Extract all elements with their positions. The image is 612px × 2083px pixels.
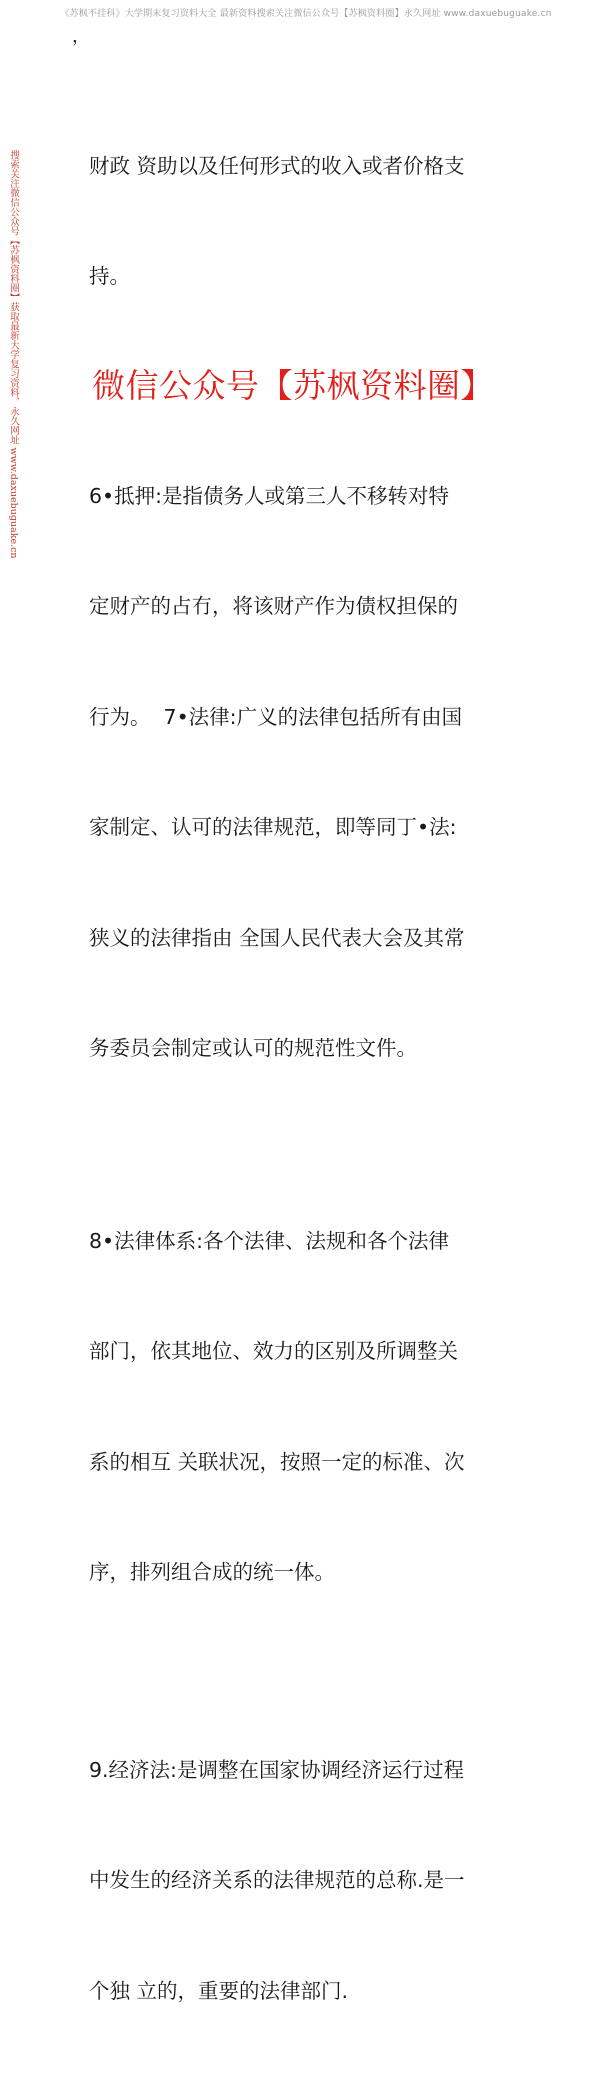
text-line: 8•法律体系:各个法律、法规和各个法律 — [89, 1228, 450, 1253]
overlay-watermark: 微信公众号【苏枫资料圈】 — [92, 366, 494, 405]
paragraph-legal-system — [89, 1149, 539, 1664]
text-line: 持。 — [89, 263, 130, 288]
text-line: 家制定、认可的法律规范，即等同丁•法: — [89, 815, 457, 840]
text-line: 个独 立的，重要的法律部门. — [89, 1978, 349, 2003]
text-line: 序，排列组合成的统一体。 — [89, 1560, 335, 1585]
text-line: 务委员会制定或认可的规范性文件。 — [89, 1035, 417, 1060]
text-line: 财政 资助以及任何形式的收入或者价格支 — [89, 153, 465, 178]
text-line: 定财产的占冇，将该财产作为债权担保的 — [89, 594, 458, 619]
page-header-watermark: 《苏枫不挂科》大学期末复习资料大全 最新资料搜索关注微信公众号【苏枫资料圈】永久网址 www.daxuebuguake.cn — [60, 9, 552, 19]
paragraph-mortgage-law — [89, 404, 539, 1140]
paragraph-subsidy — [89, 74, 539, 368]
paragraph-economic-law — [89, 1678, 539, 2083]
text-line: 狭义的法律指由 全国人民代表大会及其常 — [89, 925, 465, 950]
text-line: 中发生的经济关系的法律规范的总称.是一 — [89, 1868, 465, 1893]
text-line: 行为。 7•法律:广义的法律包括所有由国 — [89, 704, 463, 729]
text-line: 系的相互 关联状况，按照一定的标准、次 — [89, 1449, 465, 1474]
side-watermark: 搜索关注微信公众号【苏枫资料圈】获取最新大学复习资料，永久网址 www.daxuebuguake.cn — [8, 150, 19, 559]
text-line: 6•抵押:是指债务人或第三人不移转对特 — [89, 483, 450, 508]
text-line: 9.经济法:是调整在国家协调经济运行过程 — [89, 1758, 464, 1783]
stray-punctuation: ， — [72, 26, 90, 47]
text-line: 部门，依其地位、效力的区别及所调整关 — [89, 1339, 458, 1364]
